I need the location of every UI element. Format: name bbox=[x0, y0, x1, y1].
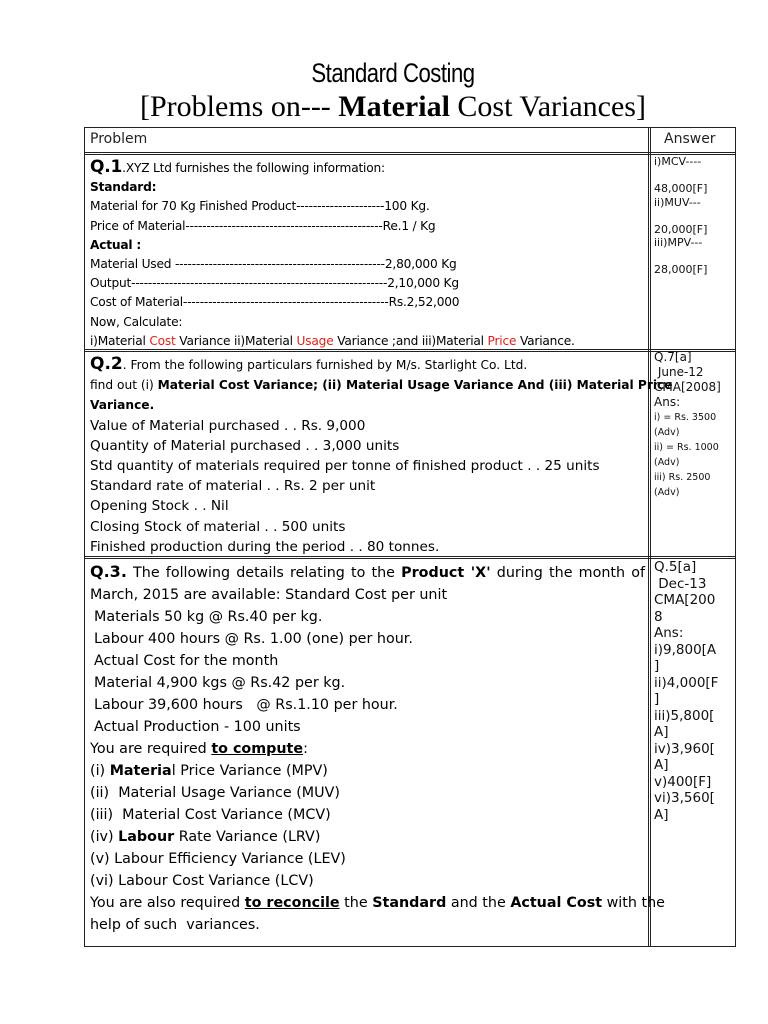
answer-line: (Adv) bbox=[654, 427, 680, 438]
answer-line: iii) Rs. 2500 bbox=[654, 472, 711, 483]
question-1 bbox=[90, 158, 650, 351]
data-line: Materials 50 kg @ Rs.40 per kg. bbox=[94, 609, 323, 625]
answer-2 bbox=[654, 350, 734, 500]
answer-line: ] bbox=[654, 691, 660, 707]
answer-line: A] bbox=[654, 724, 669, 740]
data-line: Actual Production - 100 units bbox=[94, 719, 301, 735]
highlight-cost: Cost bbox=[149, 333, 176, 348]
instruction-line: You are required to compute: bbox=[90, 741, 308, 757]
data-line: March, 2015 are available: Standard Cost per unit bbox=[90, 587, 448, 603]
table-border-left bbox=[84, 127, 85, 947]
answer-line: ii) = Rs. 1000 bbox=[654, 442, 719, 453]
answer-line: vi)3,560[ bbox=[654, 790, 715, 806]
instruction-line: help of such variances. bbox=[90, 917, 260, 933]
question-3 bbox=[90, 561, 665, 936]
data-line: Finished production during the period . . 80 tonnes. bbox=[90, 538, 440, 555]
variance-item: (ii) Material Usage Variance (MUV) bbox=[90, 785, 340, 801]
underlined-text: to compute bbox=[211, 741, 304, 757]
data-line: Material for 70 Kg Finished Product---------------------100 Kg. bbox=[90, 199, 430, 214]
question-number: Q.3. bbox=[90, 562, 127, 581]
answer-line: (Adv) bbox=[654, 487, 680, 498]
data-line: Std quantity of materials required per tonne of finished product . . 25 units bbox=[90, 458, 600, 475]
answer-line: iii)MPV--- bbox=[654, 236, 703, 249]
data-line: Standard rate of material . . Rs. 2 per unit bbox=[90, 478, 376, 495]
answer-line: (Adv) bbox=[654, 457, 680, 468]
data-line: Closing Stock of material . . 500 units bbox=[90, 518, 346, 535]
variance-item: (iv) Labour Rate Variance (LRV) bbox=[90, 829, 321, 845]
bold-text: Product 'X' bbox=[401, 565, 491, 581]
answer-line: 20,000[F] bbox=[654, 222, 708, 236]
data-line: Quantity of Material purchased . . 3,000 units bbox=[90, 437, 400, 454]
table-border-top bbox=[84, 127, 736, 128]
answer-line: 28,000[F] bbox=[654, 263, 708, 276]
answer-line bbox=[654, 250, 734, 264]
question-number: Q.1 bbox=[90, 157, 123, 177]
answer-1 bbox=[654, 155, 734, 277]
subtitle-bold: Material bbox=[338, 90, 450, 123]
question-2: Q.2. From the following particulars furnished by M/s. Starlight Co. Ltd. find out (i) Material Cost Variance; (ii) Material Usage Variance And (iii) Material Price Variance. Value of Material purchased . . Rs. 9,000 Quantity of Material purchased . . 3,000 units Std quantity of materials required per tonne of finished product . . 25 units Standard rate of material . . Rs. 2 per unit Opening Stock . . Nil Closing Stock of material . . 500 units Finished production during the period . . 80 tonnes. bbox=[90, 354, 650, 557]
data-line: Labour 400 hours @ Rs. 1.00 (one) per hour. bbox=[94, 631, 413, 647]
answer-line: Ans: bbox=[654, 395, 681, 409]
answer-line: Ans: bbox=[654, 625, 684, 641]
data-line: Material Used --------------------------------------------------2,80,000 Kg bbox=[90, 257, 457, 272]
section-label: Standard: bbox=[90, 180, 157, 195]
answer-line: A] bbox=[654, 757, 669, 773]
page-subtitle bbox=[0, 90, 768, 124]
answer-line: i)MCV---- bbox=[654, 155, 702, 168]
header-problem: Problem bbox=[90, 131, 148, 147]
data-line: Value of Material purchased . . Rs. 9,000 bbox=[90, 417, 366, 434]
problems-table bbox=[84, 127, 736, 947]
answer-line: i)9,800[A bbox=[654, 641, 717, 658]
answer-line: 48,000[F] bbox=[654, 182, 708, 195]
question-number: Q.2 bbox=[90, 354, 123, 374]
underlined-text: to reconcile bbox=[244, 895, 340, 911]
answer-line bbox=[654, 209, 734, 223]
data-line: Actual Cost for the month bbox=[94, 653, 279, 669]
section-label: Actual : bbox=[90, 237, 142, 252]
answer-line: ii)4,000[F bbox=[654, 674, 719, 691]
data-line: Cost of Material-------------------------------------------------Rs.2,52,000 bbox=[90, 295, 460, 310]
answer-line: 8 bbox=[654, 608, 663, 625]
answer-line: ] bbox=[654, 658, 660, 674]
highlight-usage: Usage bbox=[296, 333, 334, 348]
answer-line: i) = Rs. 3500 bbox=[654, 412, 717, 423]
highlight-price: Price bbox=[487, 333, 517, 348]
question-intro: .XYZ Ltd furnishes the following information: bbox=[122, 161, 385, 175]
data-line: Material 4,900 kgs @ Rs.42 per kg. bbox=[94, 675, 346, 691]
variance-item: (vi) Labour Cost Variance (LCV) bbox=[90, 873, 314, 889]
answer-line: June-12 bbox=[654, 365, 704, 379]
variance-item: (iii) Material Cost Variance (MCV) bbox=[90, 807, 331, 823]
data-line: Price of Material-----------------------------------------------Re.1 / Kg bbox=[90, 218, 436, 233]
bold-text: Variance. bbox=[90, 398, 155, 413]
answer-line: CMA[2008] bbox=[654, 380, 721, 394]
instruction-line: You are also required to reconcile the Standard and the Actual Cost with the bbox=[90, 895, 665, 911]
instruction-line: i)Material Cost Variance ii)Material Usage Variance ;and iii)Material Price Variance. bbox=[90, 333, 575, 348]
data-line: Q.3. The following details relating to the Product 'X' during the month of bbox=[90, 562, 646, 581]
header-answer: Answer bbox=[664, 131, 716, 147]
answer-line: v)400[F] bbox=[654, 773, 712, 790]
answer-line: A] bbox=[654, 806, 669, 823]
answer-line: Q.7[a] bbox=[654, 350, 692, 364]
subtitle-text-end: Cost Variances] bbox=[449, 90, 646, 123]
bold-text: Material Cost Variance; (ii) Material Usage Variance And (iii) Material Price bbox=[157, 378, 673, 393]
data-line: Labour 39,600 hours @ Rs.1.10 per hour. bbox=[94, 697, 398, 713]
answer-line: Dec-13 bbox=[654, 575, 707, 592]
instruction-line: Now, Calculate: bbox=[90, 314, 183, 329]
variance-item: (v) Labour Efficiency Variance (LEV) bbox=[90, 851, 346, 867]
data-line: Opening Stock . . Nil bbox=[90, 498, 229, 515]
answer-line: iv)3,960[ bbox=[654, 740, 715, 757]
table-border-right bbox=[735, 127, 736, 947]
answer-line: CMA[200 bbox=[654, 592, 716, 608]
answer-3 bbox=[654, 559, 734, 823]
variance-item: (i) Material Price Variance (MPV) bbox=[90, 763, 328, 779]
question-intro: . From the following particulars furnished by M/s. Starlight Co. Ltd. bbox=[122, 358, 528, 372]
page-title: Standard Costing bbox=[311, 58, 475, 88]
answer-line bbox=[654, 169, 734, 183]
answer-line: ii)MUV--- bbox=[654, 195, 701, 209]
data-line: Output-------------------------------------------------------------2,10,000 Kg bbox=[90, 276, 459, 291]
table-border-bottom bbox=[84, 946, 736, 947]
subtitle-text: [Problems on--- bbox=[140, 90, 339, 123]
answer-line: Q.5[a] bbox=[654, 559, 697, 575]
header-divider bbox=[84, 152, 736, 155]
answer-line: iii)5,800[ bbox=[654, 707, 715, 724]
